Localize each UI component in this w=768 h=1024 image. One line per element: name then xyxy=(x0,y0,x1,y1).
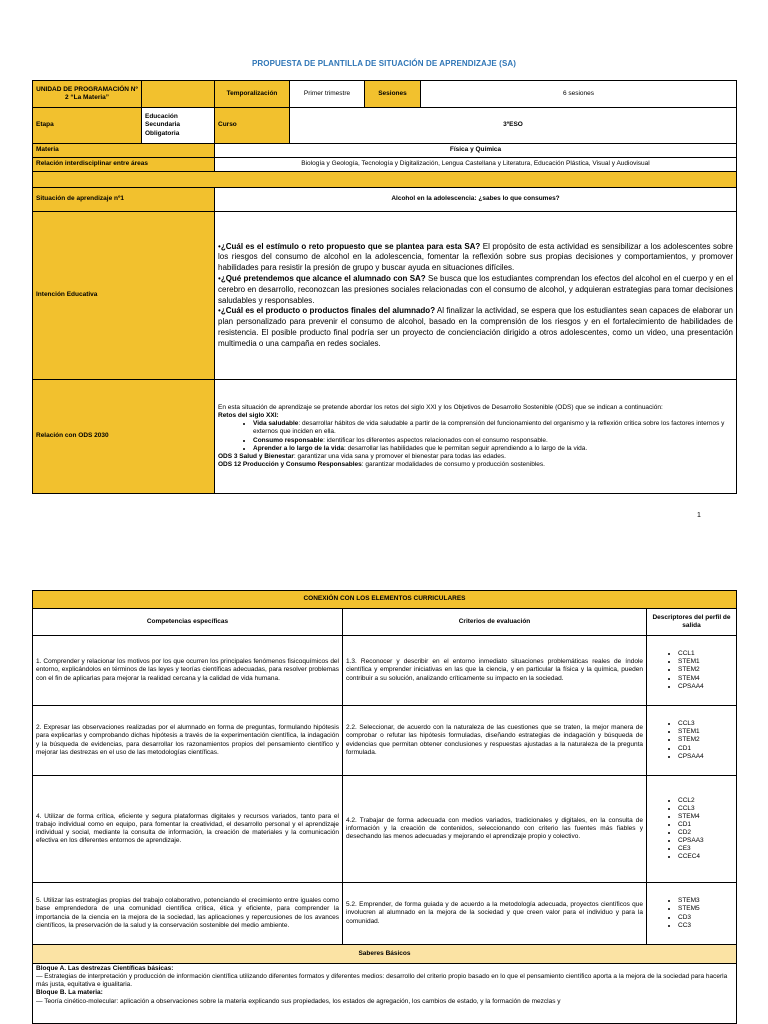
table-row xyxy=(33,636,737,706)
relacion-value: Biología y Geología, Tecnología y Digitalización, Lengua Castellana y Literatura, Educación Plástica, Visual y Audiovisual xyxy=(215,158,737,172)
intencion-content xyxy=(215,212,737,380)
situacion-table xyxy=(32,80,737,494)
reto-item: • Vida saludable: desarrollar hábitos de vida saludable a partir de la comprensión del funcionamiento del organismo y la reflexión crítica sobre los factores internos y externos que inciden en ella. xyxy=(253,420,733,436)
bloque-b-title: Bloque B. La materia: xyxy=(36,989,103,997)
ods3: ODS 3 Salud y Bienestar: garantizar una vida sana y promover el bienestar para todas las edades. xyxy=(218,452,506,460)
competencia-cell: 1. Comprender y relacionar los motivos por los que ocurren los principales fenómenos fisicoquímicos del entorno, explicándolos en términos de las leyes y teorías científicas adecuadas, para resolver problemas con el fin de aplicarlas para mejorar la realidad cercana y la calidad de vida humana. xyxy=(33,636,343,706)
table-row xyxy=(33,706,737,776)
descriptores-cell: • CCL1 • STEM1 • STEM2 • STEM4 • CPSAA4 xyxy=(647,636,737,706)
ods-label: Relación con ODS 2030 xyxy=(33,380,215,494)
intencion-item: • ¿Cuál es el producto o productos finales del alumnado? Al finalizar la actividad, se espera que los estudiantes sean capaces de elaborar un plan personalizado para prevenir el consumo de alcohol, basado en la comprensión de los riesgos y en el fortalecimiento de habilidades de resistencia. El posible producto final podría ser un proyecto de concienciación dirigido a otros adolescentes, como un video, una presentación multimedia o una campaña en redes sociales. xyxy=(218,306,733,349)
curso-label: Curso xyxy=(215,108,290,144)
descriptores-cell: • STEM3 • STEM5 • CD3 • CC3 xyxy=(647,883,737,945)
saberes-content xyxy=(33,964,737,1024)
situacion-value: Alcohol en la adolescencia: ¿sabes lo que consumes? xyxy=(215,188,737,212)
col-criterios: Criterios de evaluación xyxy=(343,609,647,636)
sesiones-label: Sesiones xyxy=(365,81,421,108)
retos-list xyxy=(218,420,733,453)
temporalizacion-label: Temporalización xyxy=(215,81,290,108)
table-row xyxy=(33,883,737,945)
table-row xyxy=(33,776,737,883)
intencion-item: • ¿Qué pretendemos que alcance el alumnado con SA? Se busca que los estudiantes comprendan los efectos del alcohol en el cuerpo y en el cerebro en desarrollo, reconozcan las presiones sociales relacionadas con el consumo de alcohol, y adquieran estrategias para tomar decisiones saludables y responsables. xyxy=(218,274,733,306)
saberes-title: Saberes Básicos xyxy=(33,945,737,964)
competencia-cell: 4. Utilizar de forma crítica, eficiente y segura plataformas digitales y recursos variados, tanto para el trabajo individual como en equipo, para fomentar la creatividad, el desarrollo personal y el aprendizaje individual y social, mediante la consulta de información, la creación de materiales y la comunicación efectiva en los diferentes entornos de aprendizaje. xyxy=(33,776,343,883)
unidad-label: UNIDAD DE PROGRAMACIÓN Nº 2 “La Materia” xyxy=(33,81,142,108)
bloque-a-text: — Estrategias de interpretación y producción de información científica utilizando diferentes formatos y diferentes medios: desarrollo del criterio propio basado en lo que el pensamiento científico aporta a la mejora de la sociedad para hacerla más justa, equitativa e igualitaria. xyxy=(36,973,728,989)
intencion-item: • ¿Cuál es el estímulo o reto propuesto que se plantea para esta SA? El propósito de esta actividad es sensibilizar a los adolescentes sobre los riesgos del consumo de alcohol en la adolescencia, fomentar la reflexión sobre sus propias decisiones y comportamientos, y promover habilidades para resistir la presión de grupo y buscar ayuda en situaciones difíciles. xyxy=(218,242,733,274)
sesiones-value: 6 sesiones xyxy=(421,81,737,108)
ods-content xyxy=(215,380,737,494)
criterio-cell: 2.2. Seleccionar, de acuerdo con la naturaleza de las cuestiones que se traten, la mejor manera de comprobar o refutar las hipótesis formuladas, diseñando estrategias de indagación y búsqueda de evidencias que permitan obtener conclusiones y respuestas ajustadas a la naturaleza de la pregunta formulada. xyxy=(343,706,647,776)
criterio-cell: 1.3. Reconocer y describir en el entorno inmediato situaciones problemáticas reales de índole científica y emprender iniciativas en las que la ciencia, y en particular la física y la química, pueden contribuir a su solución, analizando críticamente su impacto en la sociedad. xyxy=(343,636,647,706)
etapa-value: Educación Secundaria Obligatoria xyxy=(142,108,215,144)
materia-label: Materia xyxy=(33,144,215,158)
col-competencias: Competencias específicas xyxy=(33,609,343,636)
ods12: ODS 12 Producción y Consumo Responsables: garantizar modalidades de consumo y producción sostenibles. xyxy=(218,460,545,468)
curso-value: 3ºESO xyxy=(290,108,737,144)
materia-value: Física y Química xyxy=(215,144,737,158)
reto-item: • Consumo responsable: identificar los diferentes aspectos relacionados con el consumo responsable. xyxy=(253,437,733,445)
reto-item: • Aprender a lo largo de la vida: desarrollar las habilidades que le permitan seguir aprendiendo a lo largo de la vida. xyxy=(253,445,733,453)
retos-label: Retos del siglo XXI: xyxy=(218,412,279,420)
intencion-label: Intención Educativa xyxy=(33,212,215,380)
situacion-label: Situación de aprendizaje nº1 xyxy=(33,188,215,212)
relacion-label: Relación interdisciplinar entre áreas xyxy=(33,158,215,172)
competencia-cell: 2. Expresar las observaciones realizadas por el alumnado en forma de preguntas, formulando hipótesis para explicarlas y comprobando dichas hipótesis a través de la experimentación científica, la indagación y la búsqueda de evidencias, para desarrollar los razonamientos propios del pensamiento científico y mejorar las destrezas en el uso de las metodologías científicas. xyxy=(33,706,343,776)
col-descriptores: Descriptores del perfil de salida xyxy=(647,609,737,636)
ods-intro: En esta situación de aprendizaje se pretende abordar los retos del siglo XXI y los Objetivos de Desarrollo Sostenible (ODS) que se indican a continuación: xyxy=(218,404,663,411)
page-title: PROPUESTA DE PLANTILLA DE SITUACIÓN DE APRENDIZAJE (SA) xyxy=(251,59,517,68)
bloque-b-text: — Teoría cinético-molecular: aplicación a observaciones sobre la materia explicando sus propiedades, los estados de agregación, los cambios de estado, y la formación de mezclas y xyxy=(36,997,561,1005)
spacer-row xyxy=(33,172,737,188)
descriptores-cell: • CCL3 • STEM1 • STEM2 • CD1 • CPSAA4 xyxy=(647,706,737,776)
page-number: 1 xyxy=(697,512,701,519)
criterio-cell: 4.2. Trabajar de forma adecuada con medios variados, tradicionales y digitales, en la consulta de información y la creación de contenidos, seleccionando con criterio las fuentes más fiables y desechando las menos adecuadas y mejorando el aprendizaje propio y colectivo. xyxy=(343,776,647,883)
competencia-cell: 5. Utilizar las estrategias propias del trabajo colaborativo, potenciando el crecimiento entre iguales como base emprendedora de una comunidad científica crítica, ética y eficiente, para comprender la importancia de la ciencia en la mejora de la sociedad, las aplicaciones y repercusiones de los avances científicos, la preservación de la salud y la conservación sostenible del medio ambiente. xyxy=(33,883,343,945)
conexion-table xyxy=(32,590,737,1024)
conexion-title: CONEXIÓN CON LOS ELEMENTOS CURRICULARES xyxy=(33,591,737,609)
descriptores-cell: • CCL2 • CCL3 • STEM4 • CD1 • CD2 • CPSAA3 • CE3 • CCEC4 xyxy=(647,776,737,883)
bloque-a-title: Bloque A. Las destrezas Científicas básicas: xyxy=(36,965,174,972)
temporalizacion-value: Primer trimestre xyxy=(290,81,365,108)
etapa-label: Etapa xyxy=(33,108,142,144)
criterio-cell: 5.2. Emprender, de forma guiada y de acuerdo a la metodología adecuada, proyectos científicos que involucren al alumnado en la mejora de la sociedad y que creen valor para el individuo y para la comunidad. xyxy=(343,883,647,945)
